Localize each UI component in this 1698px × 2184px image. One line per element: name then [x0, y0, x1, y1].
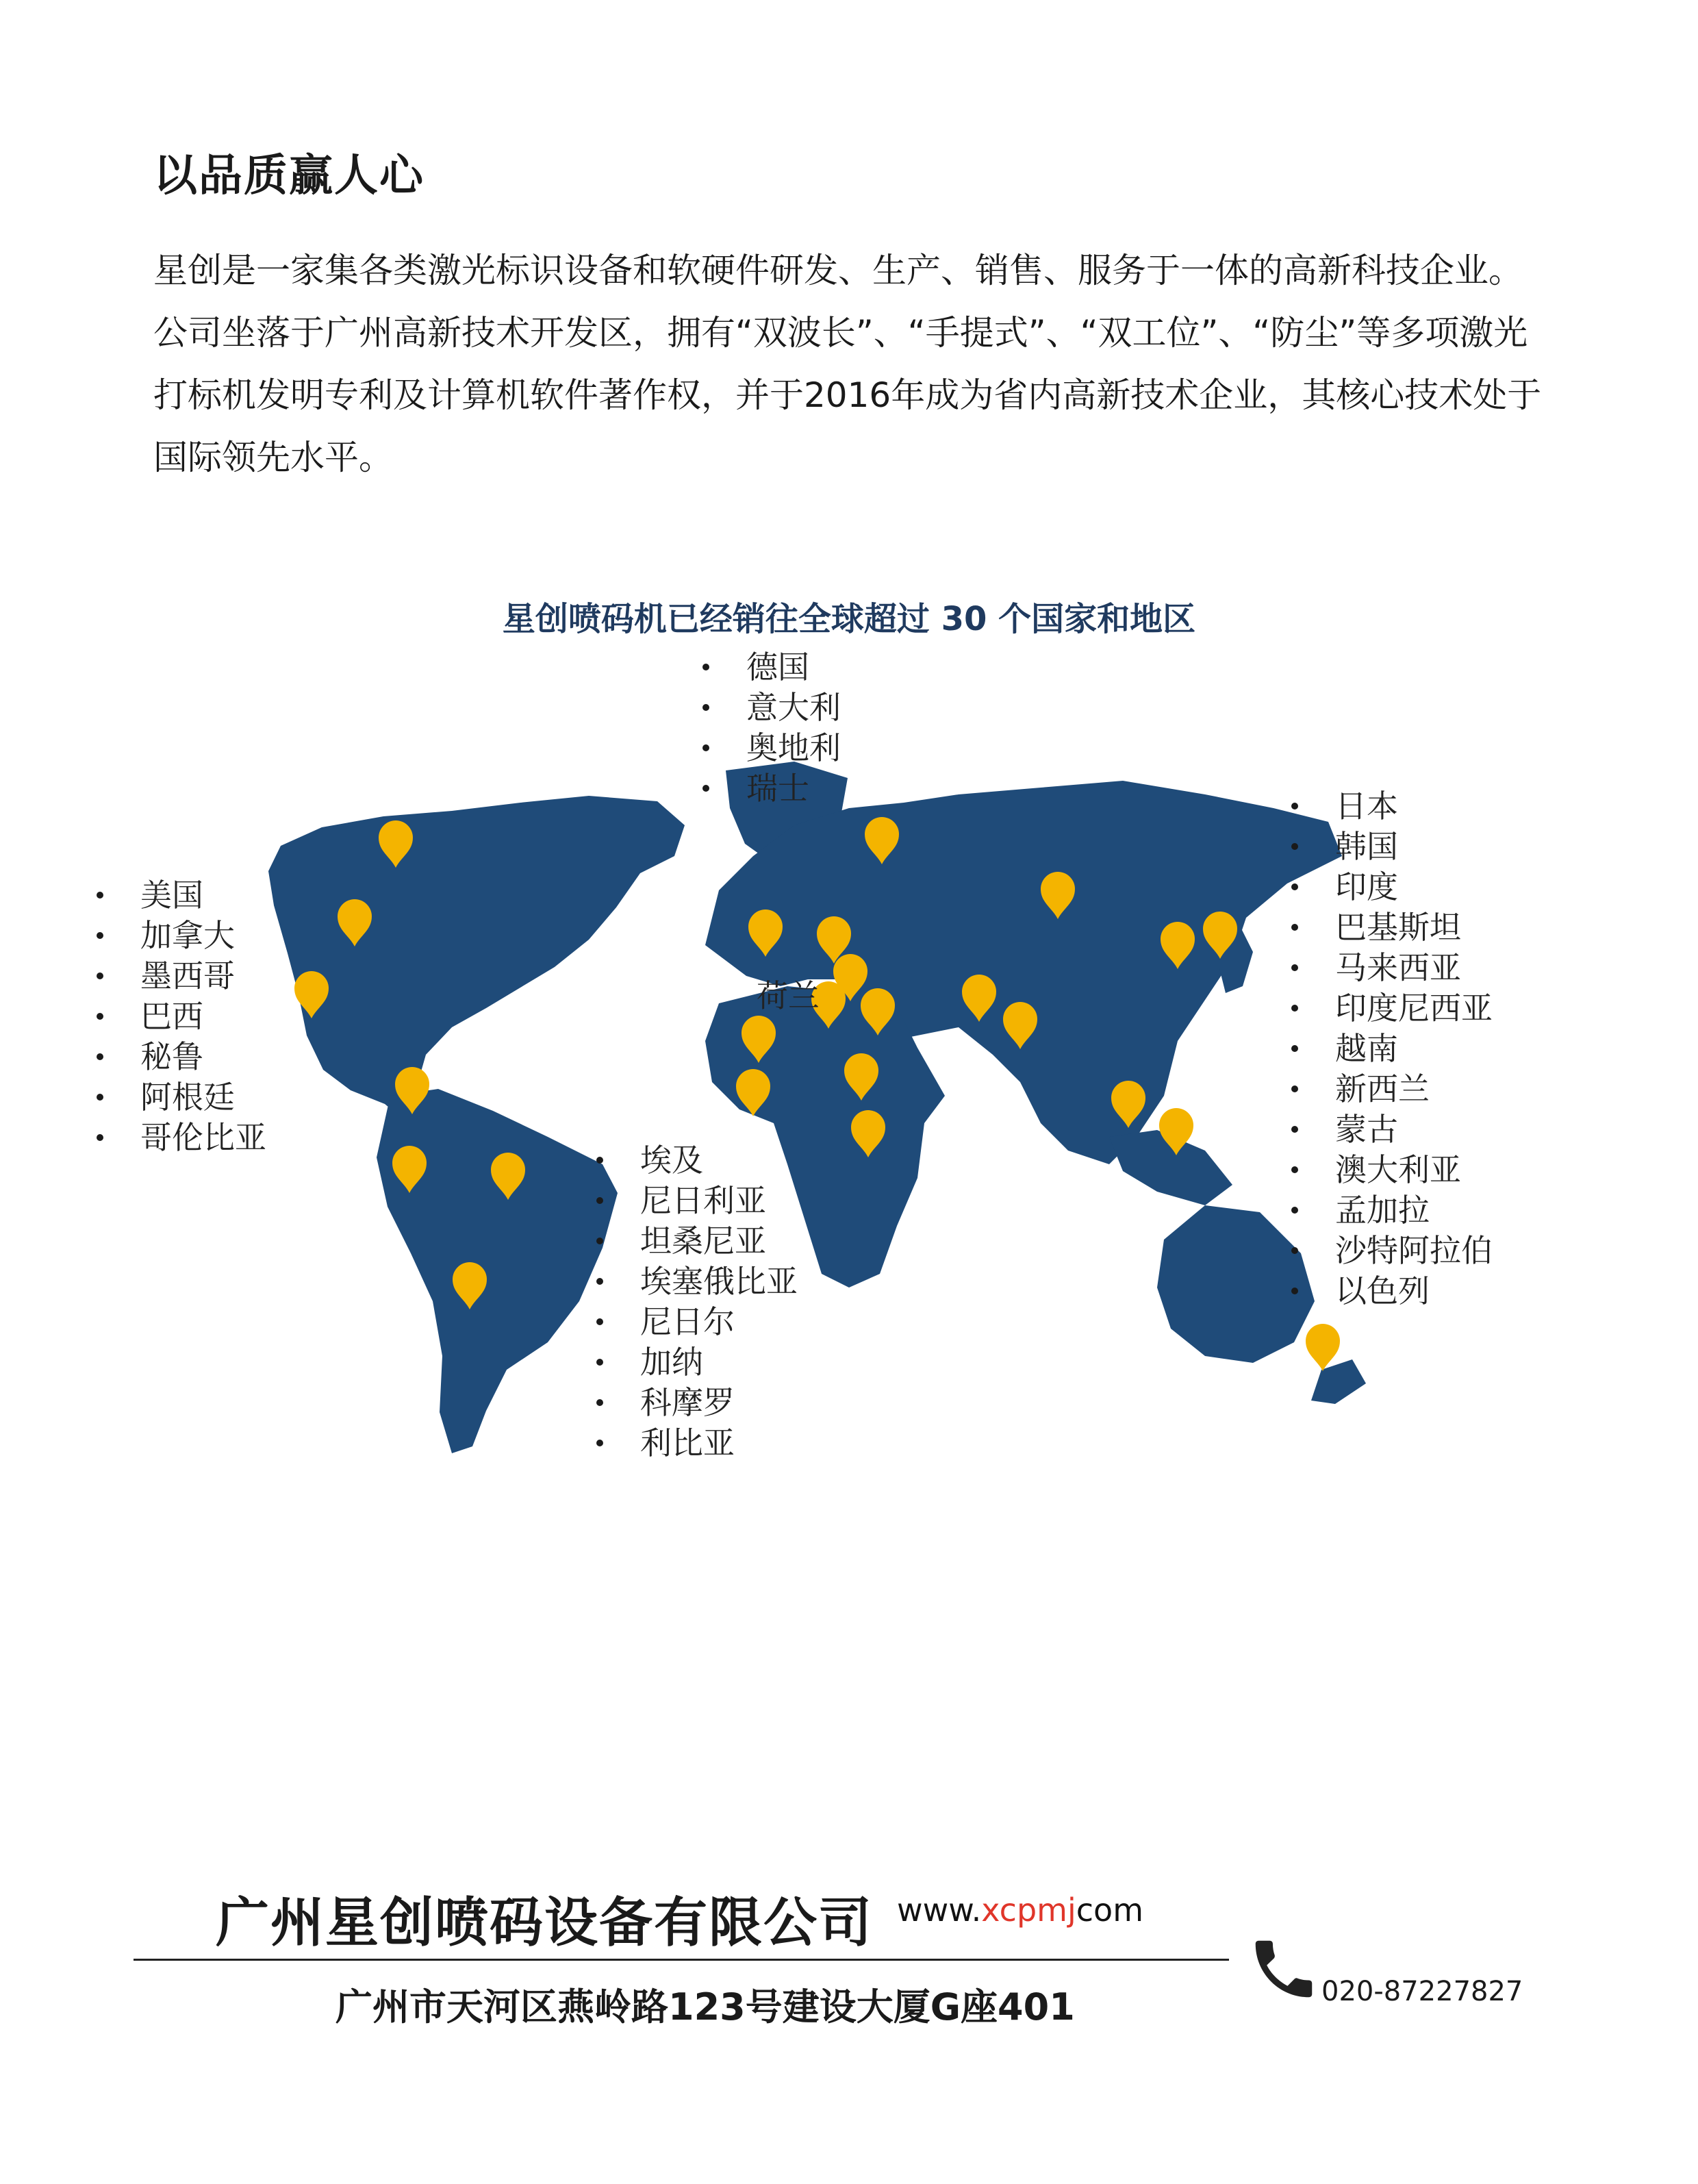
list-europe: [698, 647, 841, 809]
website-suffix: com: [1076, 1892, 1144, 1929]
company-address: 广州市天河区燕岭路123号建设大厦G座401: [335, 1985, 1075, 2029]
list-item: 澳大利亚: [1287, 1150, 1493, 1190]
list-item: 印度: [1287, 867, 1493, 907]
list-item: 印度尼西亚: [1287, 988, 1493, 1029]
list-item: 意大利: [698, 688, 841, 728]
list-item: 阿根廷: [92, 1077, 266, 1118]
list-item: 巴西: [92, 996, 266, 1037]
list-item: 尼日利亚: [592, 1181, 798, 1221]
website-link[interactable]: [897, 1892, 1143, 1929]
company-intro-paragraph: 星创是一家集各类激光标识设备和软硬件研发、生产、销售、服务于一体的高新科技企业。公司坐落于广州高新技术开发区，拥有“双波长”、“手提式”、“双工位”、“防尘”等多项激光打标机发明专利及计算机软件著作权，并于2016年成为省内高新技术企业，其核心技术处于国际领先水平。: [153, 251, 1542, 477]
list-item: 日本: [1287, 786, 1493, 827]
list-item: 韩国: [1287, 827, 1493, 867]
list-item: 科摩罗: [592, 1383, 798, 1423]
footer-divider: [134, 1959, 1229, 1961]
list-item: 尼日尔: [592, 1302, 798, 1342]
map-title: 星创喷码机已经销往全球超过 30 个国家和地区: [502, 600, 1196, 638]
list-item: 利比亚: [592, 1423, 798, 1464]
south-america-landmass: [377, 1089, 618, 1453]
list-item: 德国: [698, 647, 841, 688]
list-item: 墨西哥: [92, 956, 266, 996]
website-accent: xcpmj: [981, 1892, 1076, 1929]
website-prefix: www.: [897, 1892, 982, 1929]
list-item: 加拿大: [92, 916, 266, 956]
list-item: 奥地利: [698, 728, 841, 768]
list-item: 以色列: [1287, 1271, 1493, 1311]
list-item: 哥伦比亚: [92, 1118, 266, 1158]
list-item: 坦桑尼亚: [592, 1221, 798, 1262]
list-americas: [92, 875, 266, 1158]
map-marker-icon: [1306, 1324, 1340, 1371]
list-item: 埃塞俄比亚: [592, 1262, 798, 1302]
list-item: 孟加拉: [1287, 1190, 1493, 1231]
world-map-land: [268, 762, 1366, 1453]
company-name: 广州星创喷码设备有限公司: [216, 1892, 874, 1954]
list-item: 蒙古: [1287, 1109, 1493, 1150]
list-item: 美国: [92, 875, 266, 916]
list-item: 瑞士: [698, 768, 841, 809]
label-netherlands: 荷兰: [757, 977, 820, 1014]
north-america-landmass: [268, 796, 685, 1131]
list-item: 加纳: [592, 1342, 798, 1383]
phone-number: 020-87227827: [1321, 1976, 1523, 2007]
list-item: 埃及: [592, 1140, 798, 1181]
list-item: 巴基斯坦: [1287, 907, 1493, 948]
list-item: 秘鲁: [92, 1037, 266, 1077]
list-item: 越南: [1287, 1029, 1493, 1069]
new-zealand-landmass: [1311, 1359, 1366, 1404]
list-africa: [592, 1140, 798, 1464]
phone-icon: [1246, 1931, 1321, 2007]
page-heading: 以品质赢人心: [153, 151, 424, 201]
list-item: 沙特阿拉伯: [1287, 1231, 1493, 1271]
list-asia-pacific: [1287, 786, 1493, 1311]
list-item: 新西兰: [1287, 1069, 1493, 1109]
list-item: 马来西亚: [1287, 948, 1493, 988]
